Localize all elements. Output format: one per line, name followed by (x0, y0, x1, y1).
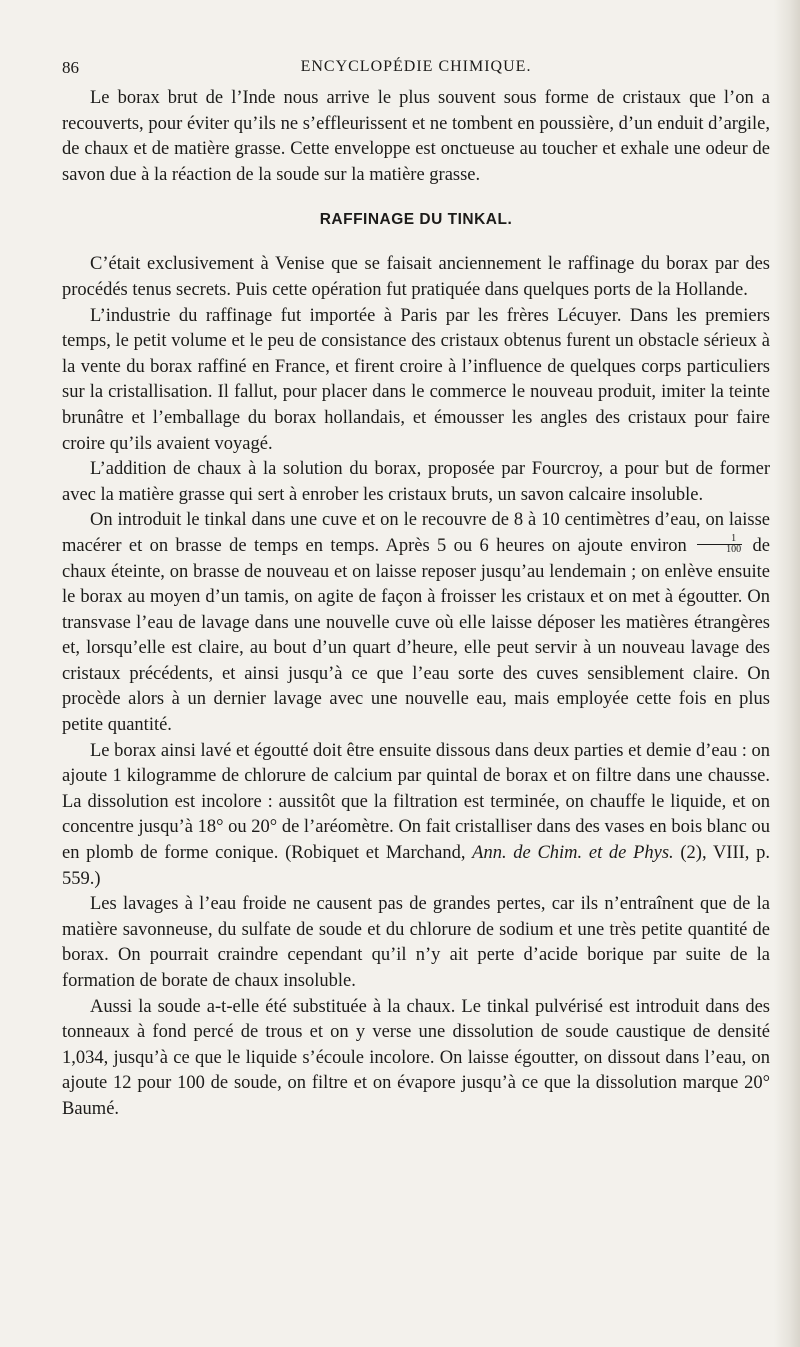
intro-paragraph: Le borax brut de l’Inde nous arrive le plus souvent sous forme de cristaux que l’on a recouverts, pour éviter qu’ils ne s’effleurissent et ne tombent en poussière, d’un enduit d’argile, de chaux et de matière grasse. Cette enveloppe est onctueuse au toucher et exhale une odeur de savon due à la réaction de la soude sur la matière grasse. (62, 88, 770, 185)
paragraph-dissolution (62, 739, 770, 893)
fraction-numerator: 1 (697, 534, 742, 545)
paragraph-addition-chaux: L’addition de chaux à la solution du borax, proposée par Fourcroy, a pour but de former avec la matière grasse qui sert à enrober les cristaux bruts, un savon calcaire insoluble. (62, 459, 770, 505)
page-number: 86 (62, 58, 79, 77)
fraction-one-hundredth (697, 534, 742, 555)
body-text (62, 86, 770, 1123)
procede-text-end: de chaux éteinte, on brasse de nouveau et on laisse reposer jusqu’au lendemain ; on enlève ensuite le borax au moyen d’un tamis, on agite de façon à froisser les cristaux et on met à égoutter. On transvase l’eau de lavage dans une nouvelle cuve où elle laisse déposer les matières étrangères et, lorsqu’elle est claire, au bout d’un quart d’heure, elle peut servir à un nouveau lavage des cristaux précédents, et ainsi jusqu’à ce que l’eau sorte des cuves sensiblement claire. On procède alors à un dernier lavage avec une nouvelle eau, mais employée cette fois en plus petite quantité. (62, 535, 770, 736)
procede-text-start: On introduit le tinkal dans une cuve et on le recouvre de 8 à 10 centimètres d’eau, on laisse macérer et on brasse de temps en temps. Après 5 ou 6 heures on ajoute environ (62, 510, 770, 556)
journal-citation: Ann. de Chim. et de Phys. (472, 843, 674, 864)
section-heading: RAFFINAGE DU TINKAL. (319, 211, 513, 229)
paragraph-soude: Aussi la soude a-t-elle été substituée à la chaux. Le tinkal pulvérisé est introduit dans des tonneaux à fond percé de trous et on y verse une dissolution de soude caustique de densité 1,034, jusqu’à ce que le liquide s’écoule incolore. On laisse égoutter, on dissout dans l’eau, on ajoute 12 pour 100 de soude, on filtre et on évapore jusqu’à ce que la dissolution marque 20° Baumé. (62, 996, 770, 1119)
paragraph-lavages: Les lavages à l’eau froide ne causent pas de grandes pertes, car ils n’entraînent que de la matière savonneuse, du sulfate de soude et du chlorure de sodium et une très petite quantité de borax. On pourrait craindre cependant qu’il n’y ait perte d’acide borique par suite de la formation de borate de chaux insoluble. (62, 894, 770, 991)
citation-reference: (2), VIII, p. 559.) (62, 843, 770, 889)
dissolution-text: Le borax ainsi lavé et égoutté doit être ensuite dissous dans deux parties et demie d’eau : on ajoute 1 kilogramme de chlorure de calcium par quintal de borax et on filtre dans une chausse. La dissolution est incolore : aussitôt que la filtration est terminée, on chauffe le liquide, et on concentre jusqu’à 18° ou 20° de l’aréomètre. On fait cristalliser dans des vases en bois blanc ou en plomb de forme conique. (Robiquet et Marchand, (62, 740, 770, 864)
fraction-denominator: 100 (726, 544, 742, 556)
paragraph-industrie: L’industrie du raffinage fut importée à Paris par les frères Lécuyer. Dans les premiers temps, le petit volume et le peu de consistance des cristaux obtenus furent un obstacle sérieux à la vente du borax raffiné en France, et firent croire à l’influence de quelques corps particuliers sur la cristallisation. Il fallut, pour placer dans le commerce le nouveau produit, imiter la teinte brunâtre et l’emballage du borax hollandais, et émousser les angles des cristaux pour faire croire qu’ils avaient voyagé. (62, 305, 770, 454)
running-title: ENCYCLOPÉDIE CHIMIQUE. (300, 58, 532, 75)
page-edge-shadow (774, 0, 800, 1347)
paragraph-procede-tinkal (62, 508, 770, 738)
running-head (62, 58, 770, 82)
paragraph-venise: C’était exclusivement à Venise que se faisait anciennement le raffinage du borax par des procédés tenus secrets. Puis cette opération fut pratiquée dans quelques ports de la Hollande. (62, 254, 770, 300)
